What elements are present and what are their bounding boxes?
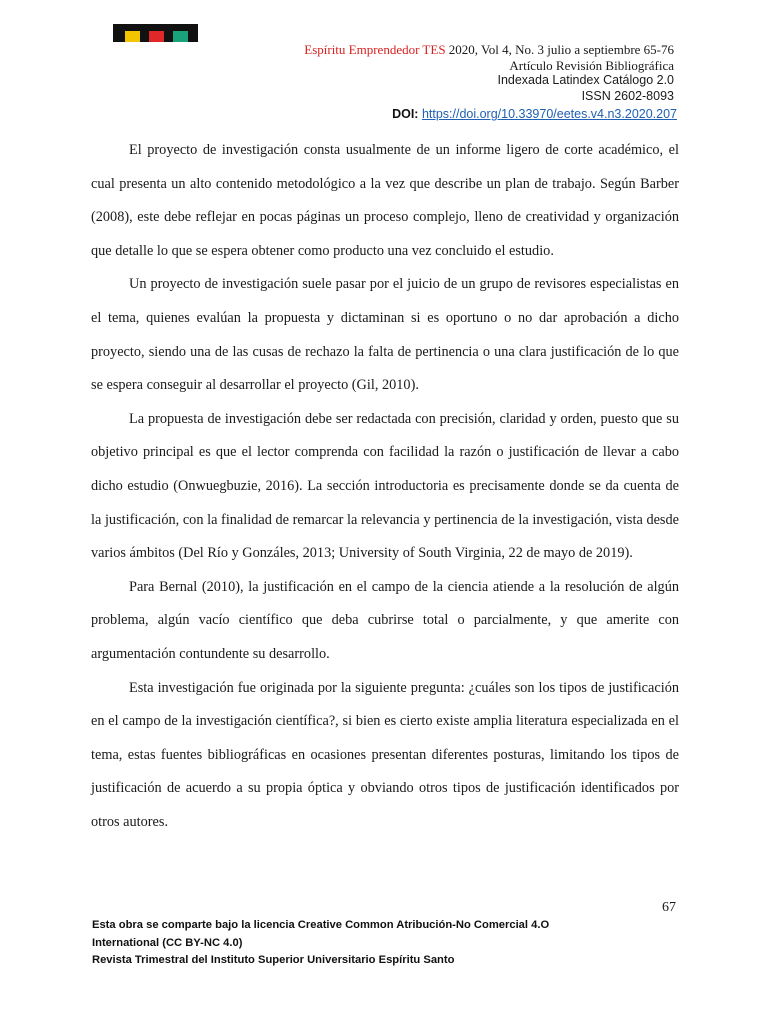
citation-details: 2020, Vol 4, No. 3 julio a septiembre 65-76 [445,42,674,57]
paragraph-4: Para Bernal (2010), la justificación en el campo de la ciencia atiende a la resolución de algún problema, algún vacío científico que deba cubrirse total o parcialmente, y que amerite con argumentación contundente su desarrollo. [91,578,679,662]
doi-link[interactable]: https://doi.org/10.33970/eetes.v4.n3.2020.207 [421,107,677,121]
logo-red-block [149,31,164,42]
license-line-2: International (CC BY-NC 4.0) [92,936,243,949]
page-number: 67 [662,900,676,915]
paragraph-3: La propuesta de investigación debe ser redactada con precisión, claridad y orden, puesto que su objetivo principal es que el lector comprenda con facilidad la razón o justificación de llevar a cabo dicho estudio (Onwuegbuzie, 2016). La sección introductoria es precisamente donde se da cuenta de la justificación, con la finalidad de remarcar la relevancia y pertinencia de la investigación, vista desde varios ámbitos (Del Río y Gonzáles, 2013; University of South Virginia, 22 de mayo de 2019). [91,410,679,562]
paragraph-1: El proyecto de investigación consta usualmente de un informe ligero de corte académico, el cual presenta un alto contenido metodológico a la vez que describe un plan de trabajo. Según Barber (2008), este debe reflejar en pocas páginas un proceso complejo, lleno de creatividad y organización que detalle lo que se espera obtener como producto una vez concluido el estudio. [91,142,679,259]
issn-line: ISSN 2602-8093 [581,88,674,103]
publisher-line: Revista Trimestral del Instituto Superior Universitario Espíritu Santo [92,954,455,966]
journal-name: Espíritu Emprendedor TES [304,42,446,57]
article-type: Artículo Revisión Bibliográfica [509,57,674,73]
page-footer [92,917,612,970]
running-header [304,42,674,104]
citation-line [304,42,674,58]
doi-line [392,107,677,121]
logo-yellow-block [125,31,140,42]
indexing-line: Indexada Latindex Catálogo 2.0 [497,73,674,87]
doi-label: DOI: [392,107,419,121]
logo-green-block [173,31,188,42]
paragraph-2: Un proyecto de investigación suele pasar por el juicio de un grupo de revisores especialistas en el tema, quienes evalúan la propuesta y dictaminan si es oportuno o no dar aprobación a dicho proyecto, siendo una de las cusas de rechazo la falta de pertinencia o una clara justificación de lo que se espera conseguir al desarrollar el proyecto (Gil, 2010). [91,276,679,394]
article-body [91,134,679,839]
license-line-1: Esta obra se comparte bajo la licencia Creative Common Atribución-No Comercial 4.O [92,919,550,931]
paragraph-5: Esta investigación fue originada por la siguiente pregunta: ¿cuáles son los tipos de justificación en el campo de la investigación científica?, si bien es cierto existe amplia literatura especializada en el tema, estas fuentes bibliográficas en ocasiones presentan diferentes posturas, limitando los tipos de justificación de acuerdo a su propia óptica y obviando otros tipos de justificación identificados por otros autores. [91,679,679,830]
journal-logo [113,24,198,42]
